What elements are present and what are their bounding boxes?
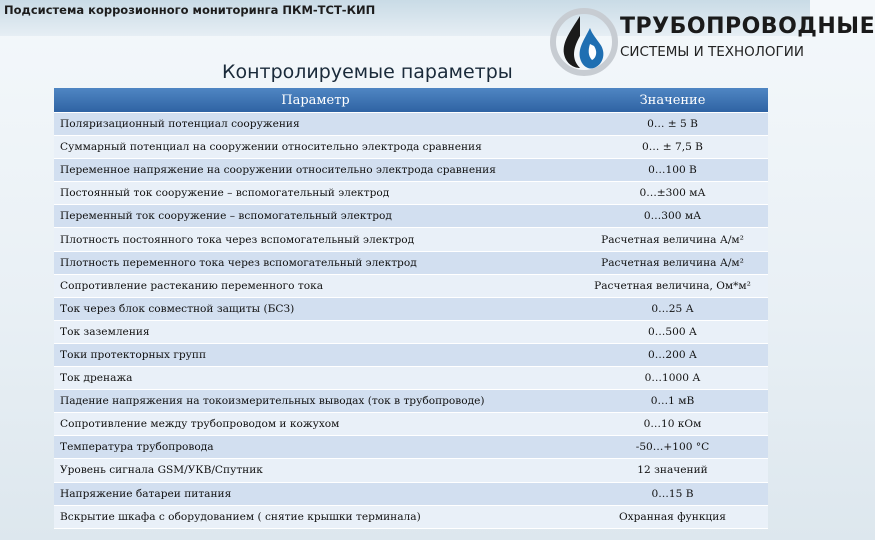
parameter-cell: Постоянный ток сооружение – вспомогательный электрод <box>54 182 577 205</box>
table-row <box>54 251 768 274</box>
parameter-cell: Плотность переменного тока через вспомогательный электрод <box>54 251 577 274</box>
parameters-table <box>54 88 768 529</box>
value-cell: 12 значений <box>577 459 768 482</box>
table-row <box>54 136 768 159</box>
value-cell: Охранная функция <box>577 505 768 528</box>
parameter-cell: Переменный ток сооружение – вспомогательный электрод <box>54 205 577 228</box>
column-header-value: Значение <box>577 88 768 113</box>
parameter-cell: Переменное напряжение на сооружении относительно электрода сравнения <box>54 159 577 182</box>
value-cell: 0…200 А <box>577 343 768 366</box>
column-header-parameter: Параметр <box>54 88 577 113</box>
value-cell: 0…±300 мА <box>577 182 768 205</box>
parameter-cell: Уровень сигнала GSM/УКВ/Спутник <box>54 459 577 482</box>
table-row <box>54 413 768 436</box>
parameter-cell: Поляризационный потенциал сооружения <box>54 113 577 136</box>
value-cell: 0…10 кОм <box>577 413 768 436</box>
table-row <box>54 505 768 528</box>
parameter-cell: Сопротивление растеканию переменного тока <box>54 274 577 297</box>
table-row <box>54 113 768 136</box>
parameter-cell: Ток через блок совместной защиты (БСЗ) <box>54 297 577 320</box>
table-row <box>54 390 768 413</box>
subsystem-subtitle: Подсистема коррозионного мониторинга ПКМ-ТСТ-КИП <box>4 3 376 17</box>
table-row <box>54 182 768 205</box>
company-logo <box>550 6 875 78</box>
value-cell: 0… ± 5 В <box>577 113 768 136</box>
value-cell: Расчетная величина А/м² <box>577 251 768 274</box>
value-cell: 0…300 мА <box>577 205 768 228</box>
value-cell: 0… ± 7,5 В <box>577 136 768 159</box>
table-row <box>54 274 768 297</box>
value-cell: -50…+100 °С <box>577 436 768 459</box>
table-row <box>54 482 768 505</box>
parameter-cell: Плотность постоянного тока через вспомогательный электрод <box>54 228 577 251</box>
table-header-row <box>54 88 768 113</box>
parameter-cell: Напряжение батареи питания <box>54 482 577 505</box>
table-row <box>54 228 768 251</box>
parameter-cell: Температура трубопровода <box>54 436 577 459</box>
table-row <box>54 459 768 482</box>
logo-emblem-icon <box>550 6 618 78</box>
table-row <box>54 343 768 366</box>
table-row <box>54 205 768 228</box>
parameter-cell: Падение напряжения на токоизмерительных выводах (ток в трубопроводе) <box>54 390 577 413</box>
value-cell: 0…500 А <box>577 320 768 343</box>
value-cell: 0…1 мВ <box>577 390 768 413</box>
logo-word-secondary: СИСТЕМЫ И ТЕХНОЛОГИИ <box>620 44 804 60</box>
value-cell: 0…100 В <box>577 159 768 182</box>
value-cell: 0…15 В <box>577 482 768 505</box>
table-row <box>54 436 768 459</box>
parameter-cell: Вскрытие шкафа с оборудованием ( снятие крышки терминала) <box>54 505 577 528</box>
parameter-cell: Сопротивление между трубопроводом и кожухом <box>54 413 577 436</box>
parameter-cell: Токи протекторных групп <box>54 343 577 366</box>
table-row <box>54 320 768 343</box>
value-cell: 0…25 А <box>577 297 768 320</box>
value-cell: Расчетная величина А/м² <box>577 228 768 251</box>
table-row <box>54 159 768 182</box>
value-cell: 0…1000 А <box>577 367 768 390</box>
table-row <box>54 367 768 390</box>
parameter-cell: Ток заземления <box>54 320 577 343</box>
value-cell: Расчетная величина, Ом*м² <box>577 274 768 297</box>
parameter-cell: Суммарный потенциал на сооружении относительно электрода сравнения <box>54 136 577 159</box>
logo-word-primary: ТРУБОПРОВОДНЫЕ <box>620 14 875 39</box>
page-title: Контролируемые параметры <box>222 61 513 83</box>
parameter-cell: Ток дренажа <box>54 367 577 390</box>
table-row <box>54 297 768 320</box>
